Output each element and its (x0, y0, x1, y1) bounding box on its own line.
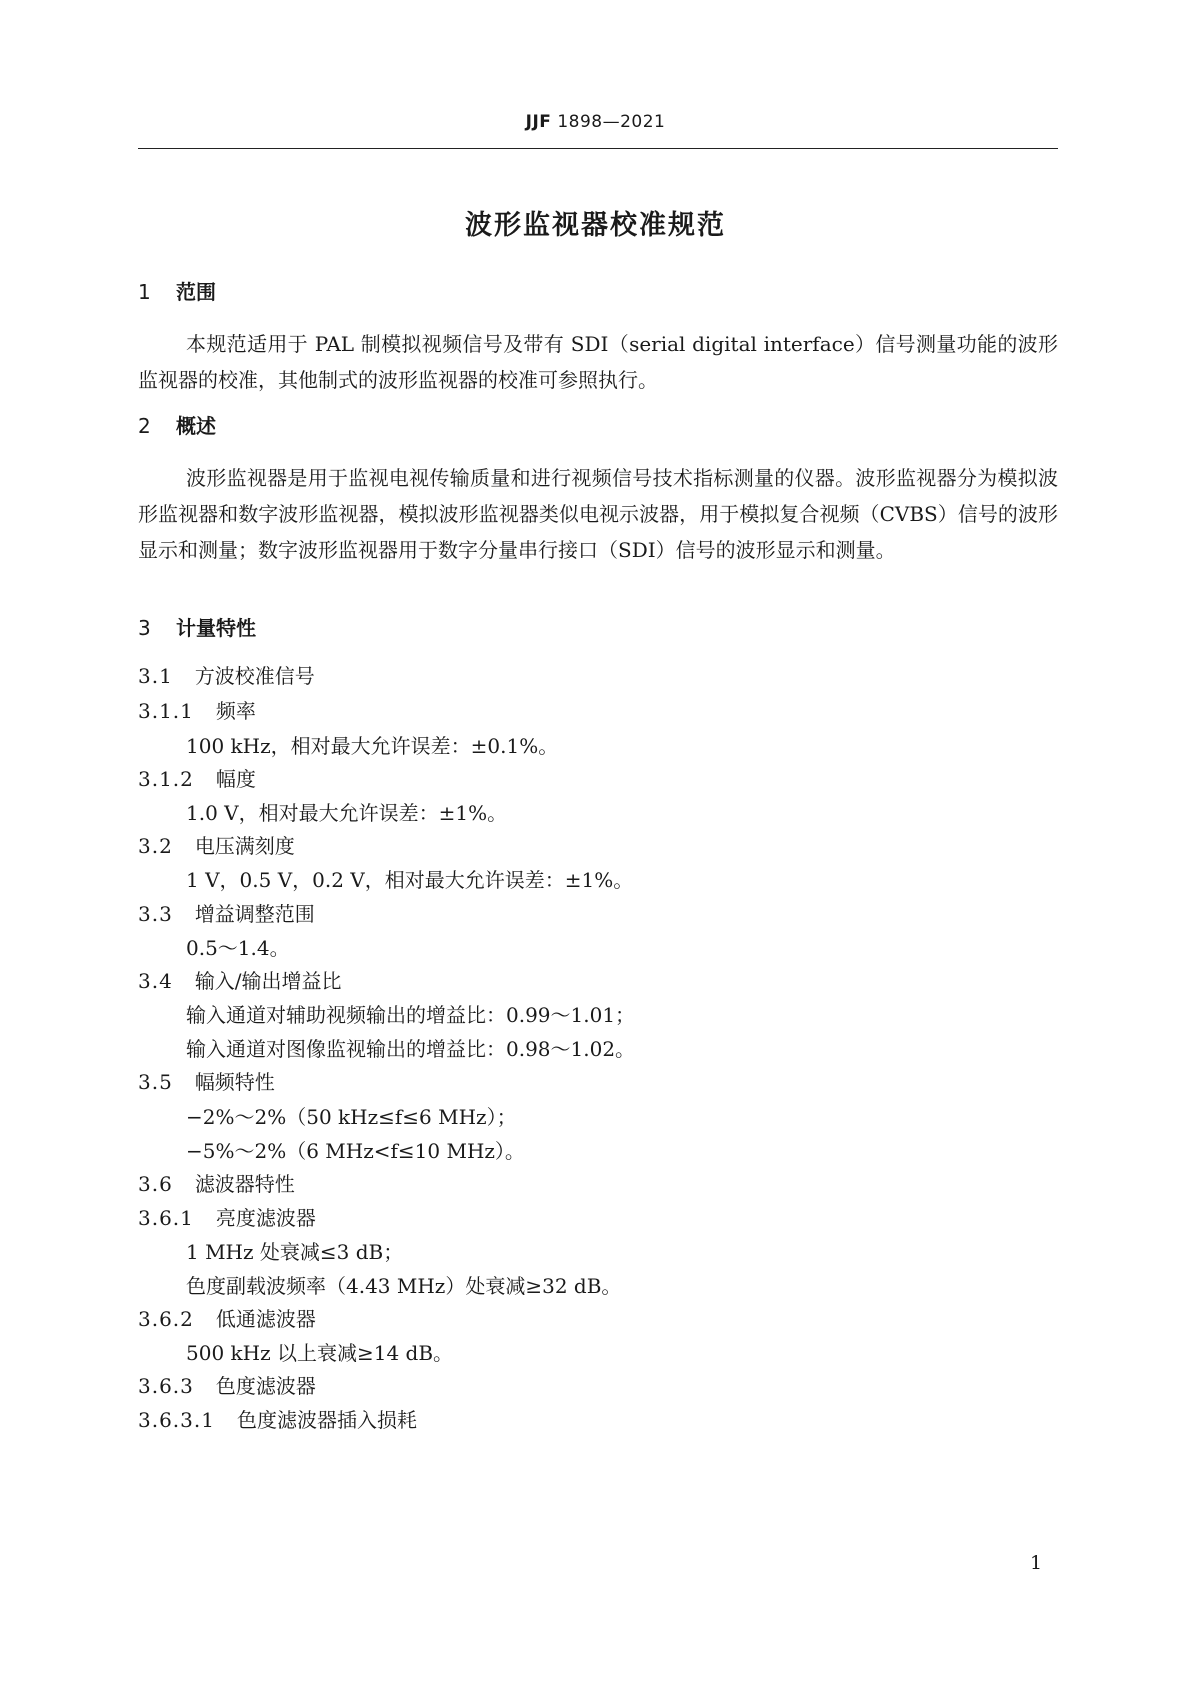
clause-number: 3.4 (138, 969, 173, 993)
clause-text: 100 kHz，相对最大允许误差：±0.1%。 (186, 734, 559, 758)
section-heading-1 (138, 278, 216, 306)
section-number: 2 (138, 414, 151, 438)
section-title: 概述 (176, 414, 216, 438)
clause-title: 幅度 (215, 767, 256, 791)
clause-text: 500 kHz 以上衰减≥14 dB。 (186, 1341, 454, 1365)
section-title: 范围 (176, 280, 216, 304)
section-2-body: 波形监视器是用于监视电视传输质量和进行视频信号技术指标测量的仪器。波形监视器分为模拟波形监视器和数字波形监视器，模拟波形监视器类似电视示波器，用于模拟复合视频（CVBS）信号的波形显示和测量；数字波形监视器用于数字分量串行接口（SDI）信号的波形显示和测量。 (138, 466, 1058, 562)
page-number: 1 (1030, 1552, 1043, 1574)
clause-text: 输入通道对图像监视输出的增益比：0.98～1.02。 (186, 1037, 636, 1061)
section-number: 3 (138, 616, 151, 640)
standard-code: JJF (525, 112, 552, 132)
section-heading-3 (138, 614, 256, 642)
document-title: 波形监视器校准规范 (465, 210, 726, 241)
clause-text: 0.5～1.4。 (186, 936, 290, 960)
clause-number: 3.6.1 (138, 1206, 194, 1230)
clause-number: 3.2 (138, 834, 173, 858)
clause-title: 色度滤波器 (215, 1374, 316, 1398)
clause-number: 3.5 (138, 1070, 173, 1094)
clause-number: 3.6 (138, 1172, 173, 1196)
clause-text: −5%～2%（6 MHz<f≤10 MHz）。 (186, 1139, 525, 1163)
clause-text: 1.0 V，相对最大允许误差：±1%。 (186, 801, 508, 825)
clause-text: 1 V，0.5 V，0.2 V，相对最大允许误差：±1%。 (186, 868, 634, 892)
clause-3-6-2 (138, 1305, 316, 1333)
clause-text: 色度副载波频率（4.43 MHz）处衰减≥32 dB。 (186, 1274, 622, 1298)
clause-title: 电压满刻度 (194, 834, 295, 858)
page-header (0, 112, 1191, 132)
clause-3-1 (138, 662, 315, 690)
clause-3-2 (138, 832, 295, 860)
clause-number: 3.6.2 (138, 1307, 194, 1331)
clause-number: 3.3 (138, 902, 173, 926)
clause-title: 亮度滤波器 (215, 1206, 316, 1230)
clause-number: 3.6.3 (138, 1374, 194, 1398)
section-title: 计量特性 (176, 616, 256, 640)
header-rule (138, 148, 1058, 149)
clause-title: 滤波器特性 (194, 1172, 295, 1196)
clause-3-1-2 (138, 765, 256, 793)
clause-title: 低通滤波器 (215, 1307, 316, 1331)
clause-text: 输入通道对辅助视频输出的增益比：0.99～1.01； (186, 1003, 636, 1027)
clause-title: 频率 (215, 699, 256, 723)
clause-3-6-1 (138, 1204, 316, 1232)
clause-number: 3.1.2 (138, 767, 194, 791)
clause-number: 3.6.3.1 (138, 1408, 215, 1432)
section-heading-2 (138, 412, 216, 440)
clause-3-1-1 (138, 697, 256, 725)
clause-title: 方波校准信号 (194, 664, 315, 688)
clause-3-4 (138, 967, 342, 995)
clause-text: −2%～2%（50 kHz≤f≤6 MHz）； (186, 1105, 517, 1129)
clause-title: 输入/输出增益比 (194, 969, 342, 993)
clause-title: 幅频特性 (194, 1070, 275, 1094)
clause-3-3 (138, 900, 315, 928)
clause-3-6-3 (138, 1372, 316, 1400)
clause-number: 3.1.1 (138, 699, 194, 723)
clause-3-6-3-1 (138, 1406, 417, 1434)
clause-3-6 (138, 1170, 295, 1198)
clause-title: 色度滤波器插入损耗 (236, 1408, 417, 1432)
standard-number: 1898—2021 (557, 112, 666, 132)
section-number: 1 (138, 280, 151, 304)
clause-title: 增益调整范围 (194, 902, 315, 926)
clause-3-5 (138, 1068, 275, 1096)
section-1-body: 本规范适用于 PAL 制模拟视频信号及带有 SDI（serial digital interface）信号测量功能的波形监视器的校准，其他制式的波形监视器的校准可参照执行。 (138, 332, 1058, 392)
clause-number: 3.1 (138, 664, 173, 688)
clause-text: 1 MHz 处衰减≤3 dB； (186, 1240, 404, 1264)
